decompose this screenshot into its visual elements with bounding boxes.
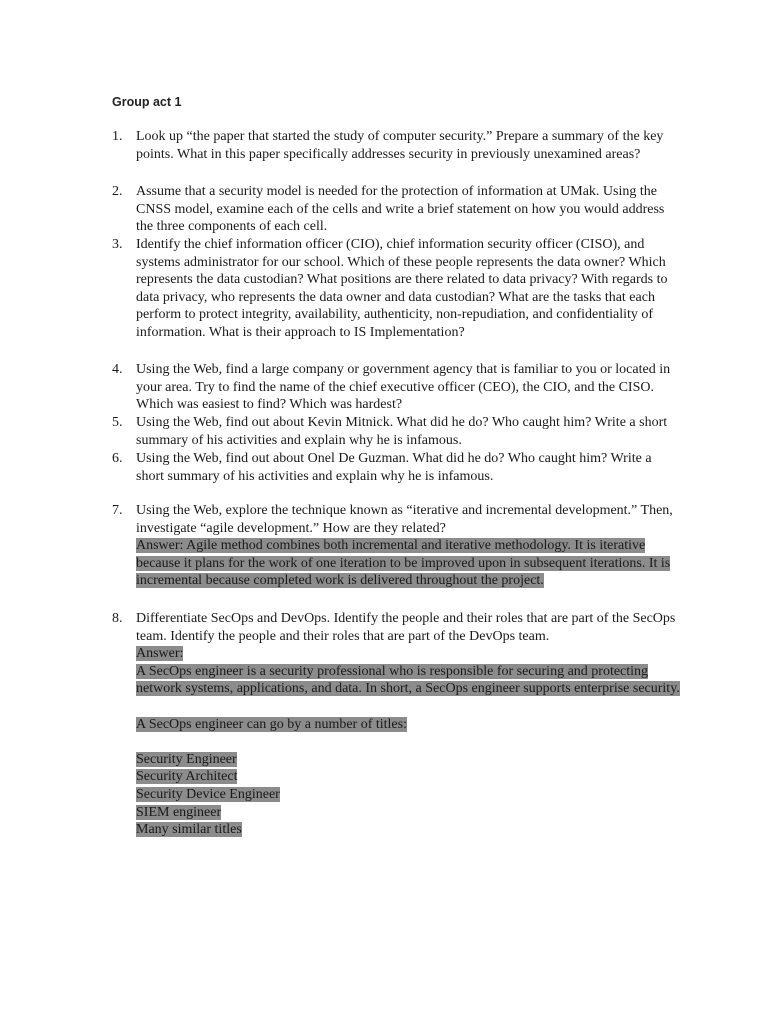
item-number: 6. <box>112 451 123 466</box>
answer-label: Answer: <box>136 646 184 662</box>
blank-line <box>136 698 682 716</box>
item-text: Look up “the paper that started the study of computer security.” Prepare a summary of the key points. What in this paper specifically addresses security in previously unexamined areas? <box>136 129 664 162</box>
item-number: 2. <box>112 184 123 199</box>
answer-paragraph: A SecOps engineer is a security professional who is responsible for securing and protecting network systems, applications, and data. In short, a SecOps engineer supports enterprise security. <box>136 663 680 697</box>
title-entry: Security Engineer <box>136 751 237 767</box>
title-entry: Many similar titles <box>136 822 242 838</box>
list-item-2 <box>112 183 682 236</box>
item-text: Differentiate SecOps and DevOps. Identify the people and their roles that are part of the SecOps team. Identify the people and their roles that are part of the DevOps team. <box>136 611 676 644</box>
item-number: 8. <box>112 611 123 626</box>
item-number: 4. <box>112 362 123 377</box>
list-item-7 <box>112 502 682 590</box>
item-text: Using the Web, explore the technique known as “iterative and incremental development.” Then, investigate “agile development.” How are they related? <box>136 503 673 536</box>
item-number: 7. <box>112 503 123 518</box>
title-entry: Security Architect <box>136 769 238 785</box>
item-number: 5. <box>112 415 123 430</box>
list-item-8 <box>112 610 682 839</box>
list-item-3 <box>112 236 682 342</box>
list-item-6 <box>112 450 682 485</box>
titles-intro: A SecOps engineer can go by a number of titles: <box>136 716 407 732</box>
item-text: Using the Web, find out about Onel De Guzman. What did he do? Who caught him? Write a short summary of his activities and explain why he is infamous. <box>136 451 652 484</box>
highlighted-answer: Answer: Agile method combines both incremental and iterative methodology. It is iterative because it plans for the work of one iteration to be improved upon in subsequent iterations. It is incremental because completed work is delivered throughout the project. <box>136 538 671 589</box>
item-number: 3. <box>112 237 123 252</box>
list-item-4 <box>112 361 682 414</box>
item-text: Assume that a security model is needed for the protection of information at UMak. Using the CNSS model, examine each of the cells and write a brief statement on how you would address the three components of each cell. <box>136 184 665 235</box>
title-entry: SIEM engineer <box>136 804 222 820</box>
title-entry: Security Device Engineer <box>136 786 280 802</box>
list-item-1 <box>112 128 682 163</box>
item-text: Using the Web, find out about Kevin Mitnick. What did he do? Who caught him? Write a short summary of his activities and explain why he is infamous. <box>136 415 668 448</box>
item-text: Using the Web, find a large company or government agency that is familiar to you or located in your area. Try to find the name of the chief executive officer (CEO), the CIO, and the CISO. Which was easiest to find? Which was hardest? <box>136 362 671 413</box>
item-number: 1. <box>112 129 123 144</box>
blank-line <box>136 733 682 751</box>
list-item-5 <box>112 414 682 449</box>
item-text: Identify the chief information officer (CIO), chief information security officer (CISO), and systems administrator for our school. Which of these people represents the data owner? Which represents the data custodian? What positions are there related to data privacy? With regards to data privacy, who represents the data owner and data custodian? What are the tasks that each perform to protect integrity, availability, authenticity, non-repudiation, and confidentiality of information. What is their approach to IS Implementation? <box>136 237 668 340</box>
document-title: Group act 1 <box>112 95 182 109</box>
